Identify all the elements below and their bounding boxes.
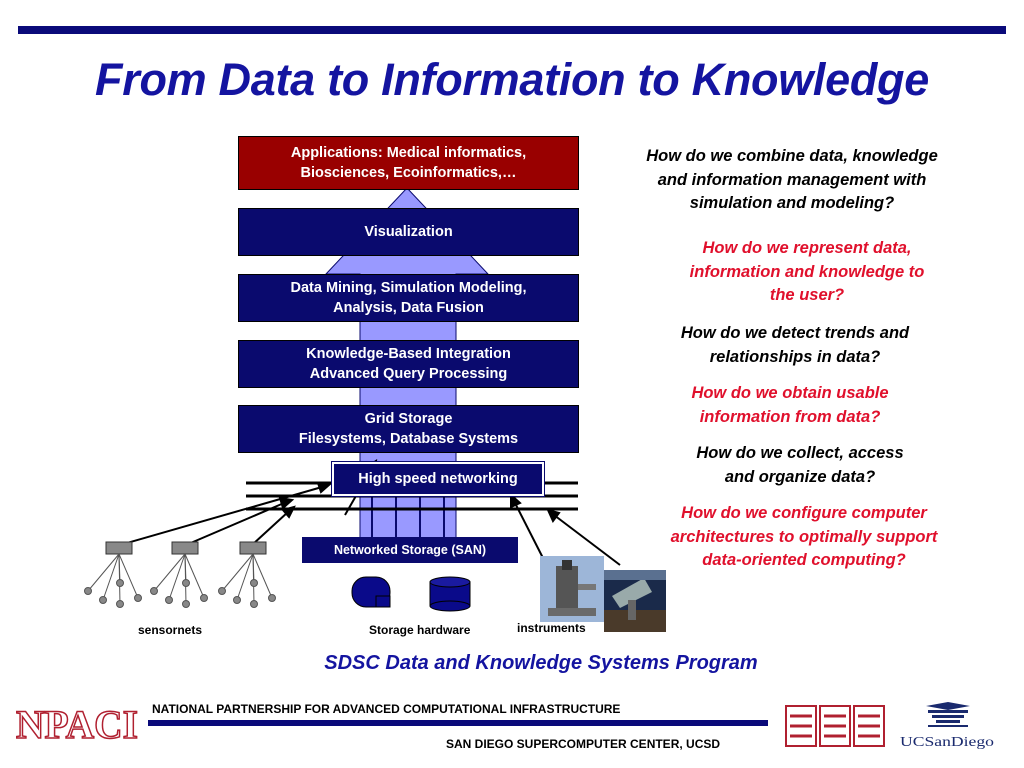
networked-storage-box: Networked Storage (SAN)	[302, 537, 518, 563]
visualization-label: Visualization	[364, 224, 453, 240]
knowledge-integration-label: Knowledge-Based Integration Advanced Query Processing	[306, 346, 511, 382]
sdsc-logo	[784, 702, 888, 750]
visualization-layer	[238, 208, 579, 256]
footer-rule	[148, 720, 768, 726]
sensornet-2	[151, 542, 208, 608]
sdsc-name: SAN DIEGO SUPERCOMPUTER CENTER, UCSD	[446, 737, 721, 751]
storage-cylinder-icon	[430, 577, 470, 611]
question-2: How do we represent data, information and knowledge to the user?	[689, 239, 925, 304]
ucsd-logo	[898, 700, 998, 754]
npaci-logo	[14, 700, 142, 746]
program-title: SDSC Data and Knowledge Systems Program	[324, 652, 758, 674]
instrument-microscope-photo	[540, 556, 604, 622]
storage-hardware-caption: Storage hardware	[369, 623, 471, 637]
applications-layer	[238, 136, 579, 190]
question-5: How do we collect, access and organize data?	[696, 444, 904, 486]
sensornets-caption: sensornets	[138, 623, 203, 637]
data-mining-label: Data Mining, Simulation Modeling, Analysis, Data Fusion	[290, 280, 527, 316]
knowledge-integration-layer	[238, 340, 579, 388]
high-speed-networking-box: High speed networking	[332, 462, 544, 496]
slide-title: From Data to Information to Knowledge	[95, 54, 929, 105]
question-3: How do we detect trends and relationships in data?	[680, 324, 910, 366]
question-6: How do we configure computer architectures to optimally support data-oriented computing?	[670, 504, 938, 569]
data-mining-layer	[238, 274, 579, 322]
npaci-name: NATIONAL PARTNERSHIP FOR ADVANCED COMPUTATIONAL INFRASTRUCTURE	[152, 702, 621, 716]
svg-text:UCSanDiego: UCSanDiego	[900, 735, 994, 750]
storage-disk-icon	[352, 577, 390, 607]
question-4: How do we obtain usable information from data?	[691, 384, 889, 426]
question-1: How do we combine data, knowledge and information management with simulation and modeling?	[646, 147, 938, 212]
sensornet-1	[85, 542, 142, 608]
grid-storage-layer	[238, 405, 579, 453]
grid-storage-label: Grid Storage Filesystems, Database Systems	[298, 411, 519, 447]
instrument-telescope-photo	[604, 570, 666, 632]
sensornet-3	[219, 542, 276, 608]
svg-text:NPACI: NPACI	[16, 702, 138, 746]
instruments-caption: instruments	[517, 621, 586, 635]
applications-label: Applications: Medical informatics, Biosciences, Ecoinformatics,…	[290, 145, 527, 181]
